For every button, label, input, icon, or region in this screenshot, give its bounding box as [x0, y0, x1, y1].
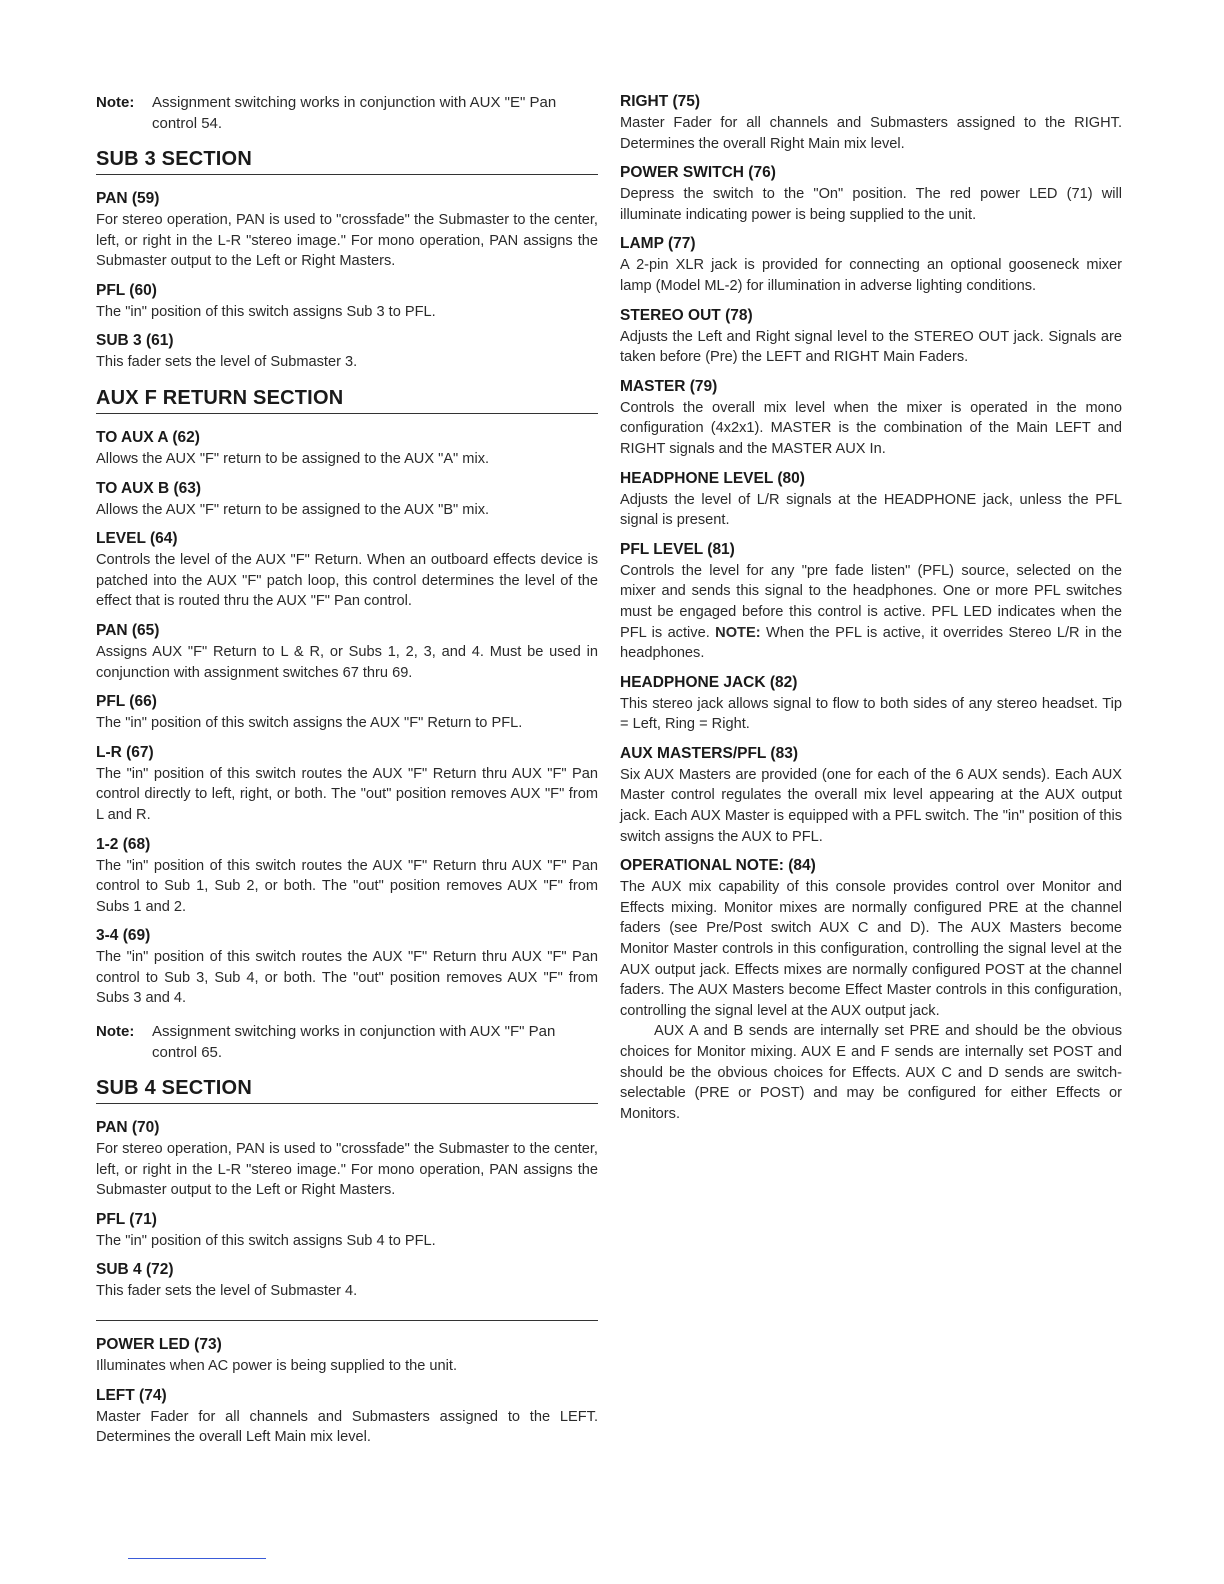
- item-text: Controls the level of the AUX "F" Return. When an outboard effects device is patched into the AUX "F" patch loop, this control determines the level of the effect that is routed thru the AUX "F" Pan control.: [96, 552, 598, 610]
- item-text: For stereo operation, PAN is used to "crossfade" the Submaster to the center, left, or right in the L-R "stereo image." For mono operation, PAN assigns the Submaster output to the Left or Right Masters.: [96, 212, 598, 270]
- item-sub4-72: [96, 1260, 598, 1302]
- item-text-part: When the PFL is active, it overrides Stereo L/R in the headphones.: [620, 624, 1123, 662]
- item-text: A 2-pin XLR jack is provided for connecting an optional gooseneck mixer lamp (Model ML-2) for illumination in adverse lighting conditions.: [620, 257, 1122, 294]
- item-title: TO AUX A (62): [96, 428, 200, 446]
- item-stereo-out-78: [620, 306, 1122, 368]
- item-text: Six AUX Masters are provided (one for each of the 6 AUX sends). Each AUX Master control regulates the overall mix level appearing at the AUX output jack. Each AUX Master is equipped with a PFL switch. The "in" position of this switch assigns the AUX to PFL.: [620, 766, 1122, 845]
- item-text: Adjusts the Left and Right signal level to the STEREO OUT jack. Signals are taken before (Pre) the LEFT and RIGHT Main Faders.: [620, 328, 1122, 366]
- item-text: The "in" position of this switch routes the AUX "F" Return thru AUX "F" Pan control to Sub 1, Sub 2, or both. The "out" position removes AUX "F" from Subs 1 and 2.: [96, 857, 598, 915]
- item-headphone-level-80: [620, 469, 1122, 531]
- item-pfl-66: [96, 692, 598, 734]
- right-column: [620, 92, 1122, 1133]
- item-title: TO AUX B (63): [96, 479, 202, 497]
- item-pfl-71: [96, 1210, 598, 1252]
- item-pan-59: [96, 189, 598, 272]
- item-text: The AUX mix capability of this console provides control over Monitor and Effects mixing. Monitor mixes are normally configured PRE at the channel faders (see Pre/Post switch AUX C and D). The AUX Masters become Monitor Master controls in this configuration, controlling the signal level at the AUX output jack. Effects mixes are normally configured POST at the channel faders. The AUX Masters become Effect Master controls in this configuration, controlling the signal level at the AUX output jack.: [620, 879, 1122, 1019]
- item-title: HEADPHONE LEVEL (80): [620, 469, 805, 487]
- item-title: LAMP (77): [620, 235, 696, 253]
- item-title: AUX MASTERS/PFL (83): [620, 744, 798, 762]
- item-lr-67: [96, 743, 598, 826]
- left-column: [96, 92, 598, 1457]
- item-title: STEREO OUT (78): [620, 306, 753, 324]
- item-text-part: Controls the level for any "pre fade listen" (PFL) source, selected on the mixer and sends this signal to the headphones. One or more PFL switches must be engaged before this control is active. PFL LED indicates when the PFL is active.: [620, 562, 1122, 641]
- item-1-2-68: [96, 835, 598, 918]
- item-text: Illuminates when AC power is being supplied to the unit.: [96, 1358, 458, 1375]
- footer-rule: [128, 1558, 266, 1559]
- item-title: SUB 4 (72): [96, 1261, 174, 1279]
- item-title: OPERATIONAL NOTE: (84): [620, 857, 816, 875]
- item-master-79: [620, 377, 1122, 460]
- note-inline-label: NOTE:: [715, 624, 761, 641]
- note-text: Assignment switching works in conjunction with AUX "F" Pan control 65.: [152, 1023, 556, 1062]
- item-pfl-level-81: [620, 540, 1122, 664]
- item-text: The "in" position of this switch routes the AUX "F" Return thru AUX "F" Pan control directly to left, right, or both. The "out" position removes AUX "F" from L and R.: [96, 765, 598, 823]
- item-text: This fader sets the level of Submaster 4.: [96, 1283, 358, 1300]
- item-title: PFL (60): [96, 281, 157, 299]
- item-title: SUB 3 (61): [96, 332, 174, 350]
- item-text: The "in" position of this switch assigns Sub 4 to PFL.: [96, 1232, 436, 1249]
- item-title: 1-2 (68): [96, 835, 151, 853]
- item-title: HEADPHONE JACK (82): [620, 673, 798, 691]
- item-to-aux-b-63: [96, 479, 598, 521]
- item-title: PAN (70): [96, 1119, 160, 1137]
- item-text: This fader sets the level of Submaster 3.: [96, 354, 358, 371]
- item-sub3-61: [96, 331, 598, 373]
- item-title: 3-4 (69): [96, 927, 151, 945]
- section-heading-sub4: SUB 4 SECTION: [96, 1077, 598, 1104]
- item-text: Allows the AUX "F" return to be assigned to the AUX "A" mix.: [96, 450, 490, 467]
- item-text: For stereo operation, PAN is used to "crossfade" the Submaster to the center, left, or right in the L-R "stereo image." For mono operation, PAN assigns the Submaster output to the Left or Right Masters.: [96, 1141, 598, 1199]
- item-lamp-77: [620, 234, 1122, 296]
- item-text: The "in" position of this switch routes the AUX "F" Return thru AUX "F" Pan control to Sub 3, Sub 4, or both. The "out" position removes AUX "F" from Subs 3 and 4.: [96, 949, 598, 1007]
- item-right-75: [620, 92, 1122, 154]
- item-power-led-73: [96, 1335, 598, 1377]
- item-title: POWER LED (73): [96, 1336, 222, 1354]
- item-power-switch-76: [620, 163, 1122, 225]
- item-text: The "in" position of this switch assigns the AUX "F" Return to PFL.: [96, 715, 523, 732]
- item-text: Master Fader for all channels and Submasters assigned to the LEFT. Determines the overall Left Main mix level.: [96, 1408, 598, 1446]
- item-title: RIGHT (75): [620, 93, 701, 110]
- item-text: Allows the AUX "F" return to be assigned to the AUX "B" mix.: [96, 501, 490, 518]
- item-3-4-69: [96, 926, 598, 1009]
- item-title: PFL (66): [96, 693, 157, 711]
- item-level-64: [96, 529, 598, 612]
- item-text: [620, 561, 1122, 664]
- item-text: Depress the switch to the "On" position. The red power LED (71) will illuminate indicating power is being supplied to the unit.: [620, 186, 1122, 223]
- note-aux-f: [96, 1021, 598, 1063]
- section-divider: [96, 1320, 598, 1321]
- item-left-74: [96, 1386, 598, 1448]
- item-headphone-jack-82: [620, 673, 1122, 735]
- item-pan-65: [96, 621, 598, 683]
- item-title: PAN (65): [96, 621, 160, 639]
- item-text: AUX A and B sends are internally set PRE and should be the obvious choices for Monitor mixing. AUX E and F sends are internally set POST and should be the obvious choices for Effects. AUX C and D sends are switch-selectable (PRE or POST) and may be configured for either Effects or Monitors.: [620, 1023, 1122, 1122]
- note-text: Assignment switching works in conjunction with AUX "E" Pan control 54.: [152, 94, 557, 132]
- item-title: L-R (67): [96, 743, 154, 761]
- item-title: LEFT (74): [96, 1386, 167, 1404]
- item-title: PFL (71): [96, 1210, 157, 1228]
- item-text: The "in" position of this switch assigns Sub 3 to PFL.: [96, 303, 436, 320]
- item-text: Assigns AUX "F" Return to L & R, or Subs 1, 2, 3, and 4. Must be used in conjunction with assignment switches 67 thru 69.: [96, 643, 598, 681]
- item-title: PAN (59): [96, 190, 160, 207]
- item-pan-70: [96, 1118, 598, 1201]
- item-aux-masters-pfl-83: [620, 744, 1122, 847]
- item-text: This stereo jack allows signal to flow to both sides of any stereo headset. Tip = Left, Ring = Right.: [620, 695, 1122, 733]
- note-label: Note:: [96, 94, 135, 111]
- item-text: Master Fader for all channels and Submasters assigned to the RIGHT. Determines the overall Right Main mix level.: [620, 115, 1122, 152]
- section-heading-aux-f-return: AUX F RETURN SECTION: [96, 387, 598, 414]
- item-operational-note-84: [620, 856, 1122, 1124]
- note-label: Note:: [96, 1023, 135, 1041]
- item-to-aux-a-62: [96, 428, 598, 470]
- item-title: LEVEL (64): [96, 530, 178, 548]
- item-title: PFL LEVEL (81): [620, 540, 735, 558]
- item-title: MASTER (79): [620, 377, 718, 395]
- note-aux-e: [96, 92, 598, 134]
- item-pfl-60: [96, 281, 598, 323]
- section-heading-sub3: SUB 3 SECTION: [96, 148, 598, 175]
- item-text: Controls the overall mix level when the mixer is operated in the mono configuration (4x2x1). MASTER is the combination of the Main LEFT and RIGHT signals and the MASTER AUX In.: [620, 399, 1122, 457]
- item-title: POWER SWITCH (76): [620, 164, 776, 182]
- item-text: Adjusts the level of L/R signals at the HEADPHONE jack, unless the PFL signal is present.: [620, 491, 1122, 529]
